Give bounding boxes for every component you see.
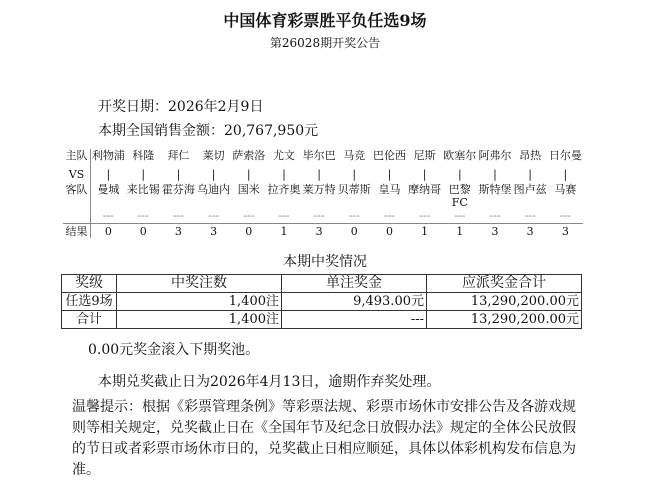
unit-prize: --- <box>282 311 427 329</box>
dash-separator: --- <box>172 209 184 222</box>
away-team: 马赛 <box>554 183 577 196</box>
home-team: 尤文 <box>272 149 295 162</box>
home-team: 莱切 <box>202 149 225 162</box>
away-team: 斯特堡 <box>478 183 512 196</box>
prize-level: 任选9场 <box>62 293 117 311</box>
row-label-vs: VS <box>63 166 91 183</box>
away-team: 曼城 <box>97 183 120 196</box>
away-team: 拉齐奥 <box>267 183 301 196</box>
away-team: 国米 <box>237 183 260 196</box>
claim-deadline: 本期兑奖截止日为2026年4月13日，逾期作弃奖处理。 <box>98 374 441 390</box>
away-team: 摩纳哥 <box>408 183 442 196</box>
row-label-result: 结果 <box>63 224 91 239</box>
home-team: 马竞 <box>343 149 366 162</box>
match-result: 3 <box>196 224 231 239</box>
winner-count: 1,400注 <box>117 293 282 311</box>
match-result: 0 <box>372 224 407 239</box>
home-team: 日尔曼 <box>548 149 582 162</box>
away-team: 贝蒂斯 <box>337 183 371 196</box>
home-team: 欧塞尔 <box>443 149 477 162</box>
vs-mark: | <box>387 168 392 181</box>
home-team: 尼斯 <box>413 149 436 162</box>
vs-mark: | <box>352 168 357 181</box>
match-result: 0 <box>126 224 161 239</box>
dash-separator: --- <box>137 209 149 222</box>
table-row <box>62 293 582 311</box>
prize-level: 合计 <box>62 311 117 329</box>
vs-mark: | <box>317 168 321 181</box>
dash-separator: --- <box>278 209 290 222</box>
vs-mark: | <box>282 168 286 181</box>
prize-table <box>61 274 582 329</box>
match-result: 1 <box>407 224 442 239</box>
match-result: 3 <box>161 224 196 239</box>
away-team: 皇马 <box>378 183 401 196</box>
dash-separator: --- <box>454 209 466 222</box>
table-row <box>62 311 582 329</box>
vs-mark: | <box>106 168 111 181</box>
match-result: 1 <box>266 224 301 239</box>
issue-subtitle: 第26028期开奖公告 <box>269 36 381 50</box>
notice-paragraph: 温馨提示：根据《彩票管理条例》等彩票法规、彩票市场休市安排公告及各游戏规则等相关规定，兑奖截止日在《全国年节及纪念日放假办法》规定的全体公民放假的节日或者彩票市场休市日的，兑奖截止日相应顺延，具体以体彩机构发布信息为准。 <box>72 399 576 478</box>
away-team: 图卢兹 <box>513 183 547 196</box>
home-team: 萨索洛 <box>232 149 266 162</box>
unit-prize: 9,493.00元 <box>282 293 427 311</box>
winner-count: 1,400注 <box>117 311 282 329</box>
home-team: 阿弗尔 <box>478 149 512 162</box>
home-team: 利物浦 <box>91 149 125 162</box>
header-unit-prize: 单注奖金 <box>282 275 427 293</box>
away-team: 乌迪内 <box>197 183 231 196</box>
rollover-note: 0.00元奖金滚入下期奖池。 <box>88 342 260 358</box>
match-result: 3 <box>513 224 548 239</box>
dash-separator: --- <box>559 209 571 222</box>
away-team: 霍芬海 <box>161 183 195 196</box>
row-label-blank <box>63 209 91 224</box>
match-result: 3 <box>302 224 337 239</box>
vs-mark: | <box>528 168 532 181</box>
header-level: 奖级 <box>62 275 117 293</box>
home-team: 毕尔巴 <box>302 149 336 162</box>
away-team: 莱万特 <box>302 183 336 196</box>
row-label-away: 客队 <box>63 183 91 209</box>
dash-separator: --- <box>419 209 431 222</box>
draw-date: 开奖日期：2026年2月9日 <box>98 99 264 115</box>
vs-mark: | <box>563 168 568 181</box>
row-label-home: 主队 <box>63 149 91 166</box>
dash-separator: --- <box>383 209 396 222</box>
prize-section-title: 本期中奖情况 <box>283 254 367 270</box>
dash-separator: --- <box>313 209 325 222</box>
vs-mark: | <box>246 168 251 181</box>
away-team: 巴黎FC <box>448 183 471 209</box>
vs-mark: | <box>493 168 497 181</box>
match-grid <box>63 149 583 238</box>
dash-separator: --- <box>348 209 360 222</box>
vs-mark: | <box>141 168 146 181</box>
home-team: 拜仁 <box>167 149 190 162</box>
match-result: 3 <box>548 224 583 239</box>
prize-table-header <box>62 275 582 293</box>
total-prize: 13,290,200.00元 <box>427 293 582 311</box>
dash-separator: --- <box>208 209 220 222</box>
dash-separator: --- <box>102 209 114 222</box>
total-prize: 13,290,200.00元 <box>427 311 582 329</box>
home-team: 科隆 <box>132 149 155 162</box>
match-result: 0 <box>337 224 372 239</box>
dash-separator: --- <box>489 209 501 222</box>
home-team: 昂热 <box>519 149 542 162</box>
dash-separator: --- <box>524 209 536 222</box>
vs-mark: | <box>422 168 427 181</box>
away-team: 来比锡 <box>126 183 160 196</box>
match-result: 0 <box>231 224 266 239</box>
vs-mark: | <box>211 168 216 181</box>
vs-mark: | <box>457 168 462 181</box>
dash-separator: --- <box>243 209 255 222</box>
match-result: 3 <box>477 224 512 239</box>
vs-mark: | <box>176 168 181 181</box>
sales-amount: 本期全国销售金额：20,767,950元 <box>98 123 319 139</box>
match-result: 0 <box>91 224 126 239</box>
match-result: 1 <box>442 224 477 239</box>
page-title: 中国体育彩票胜平负任选9场 <box>223 11 427 30</box>
header-total-prize: 应派奖金合计 <box>427 275 582 293</box>
header-winners: 中奖注数 <box>117 275 282 293</box>
home-team: 巴伦西 <box>372 149 406 162</box>
